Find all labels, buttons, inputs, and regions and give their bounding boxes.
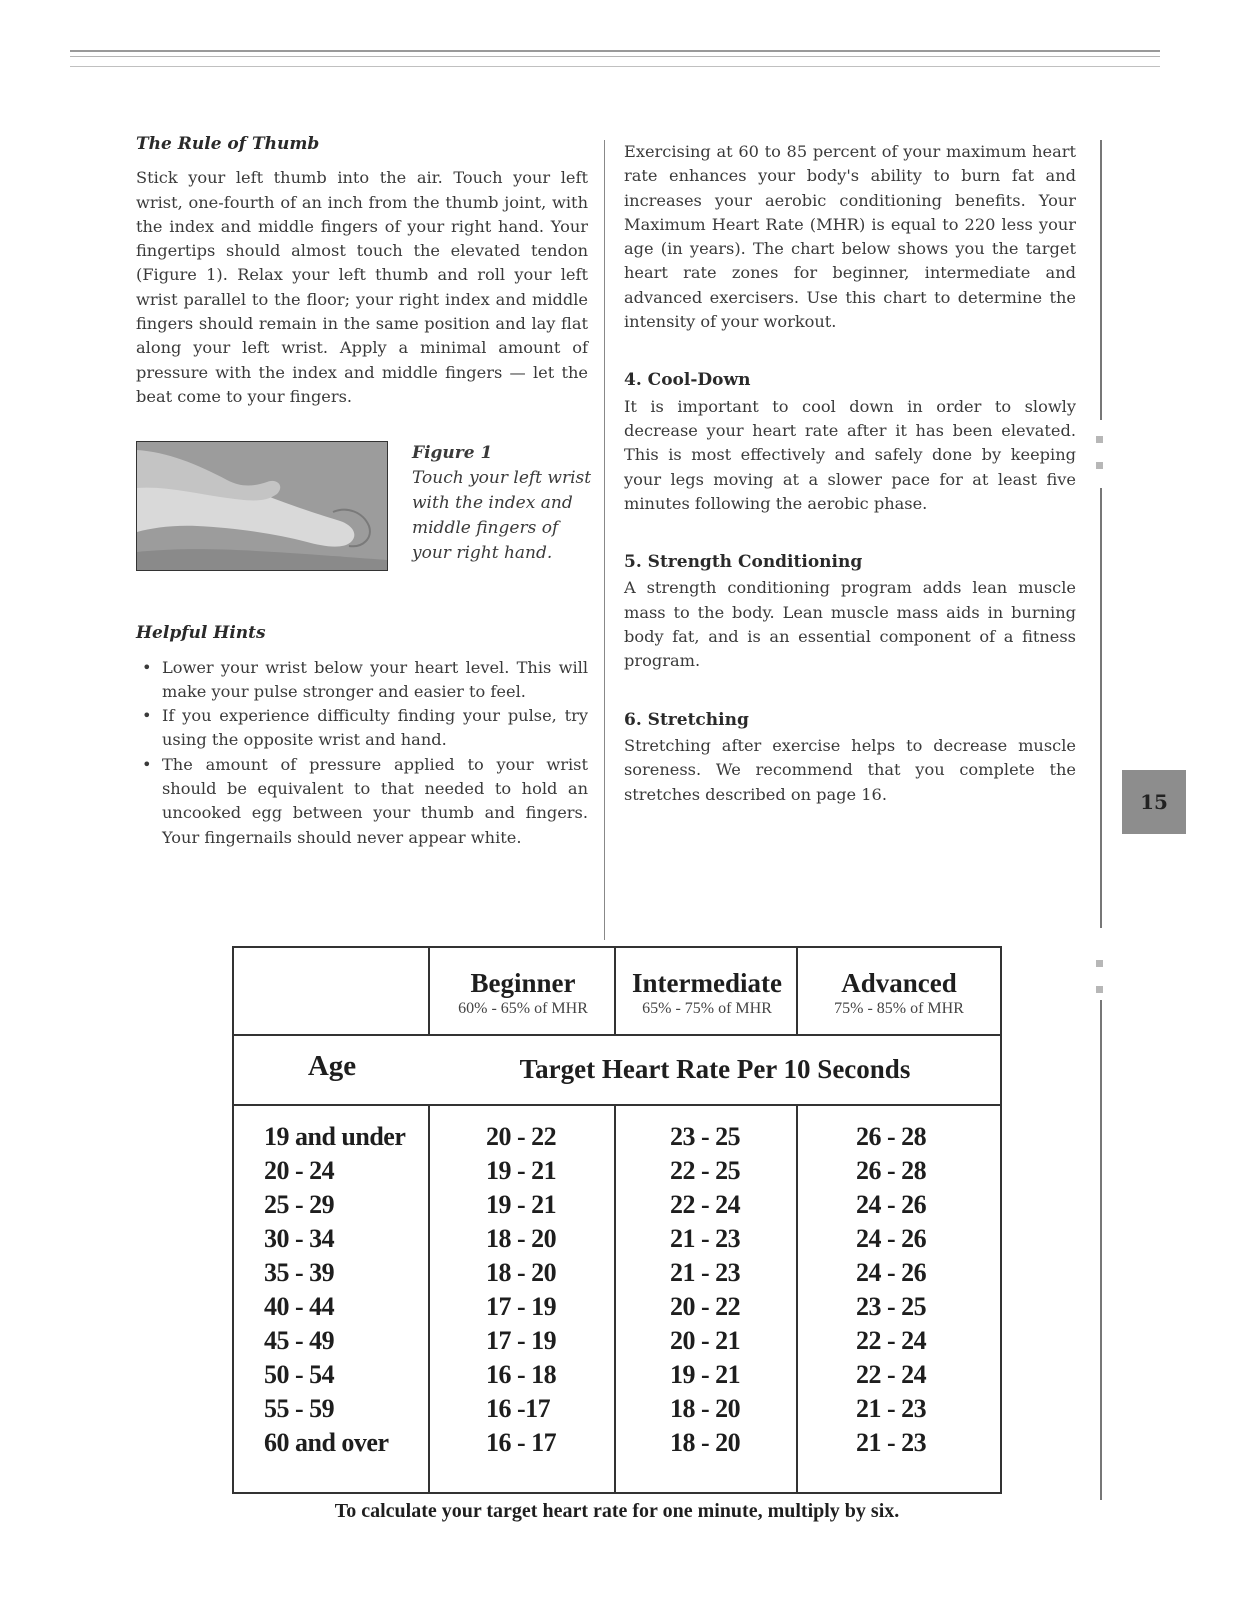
age-cell: 30 - 34 xyxy=(264,1224,335,1253)
beginner-cell: 16 - 17 xyxy=(486,1428,557,1457)
list-item xyxy=(136,704,588,753)
right-column xyxy=(624,140,1076,807)
age-cell: 50 - 54 xyxy=(264,1360,335,1389)
advanced-cell: 26 - 28 xyxy=(856,1122,927,1151)
left-column xyxy=(136,132,592,850)
level-name: Intermediate xyxy=(632,968,782,998)
rule-of-thumb-body: Stick your left thumb into the air. Touch your left wrist, one-fourth of an inch from the thumb joint, with the index and middle fingers of your right hand. Your fingertips should almost touch the elevated tendon (Figure 1). Relax your left thumb and roll your left wrist parallel to the floor; your right index and middle fingers should remain in the same position and lay flat along your left wrist. Apply a minimal amount of pressure with the index and middle fingers — let the beat come to your fingers. xyxy=(136,168,588,406)
beginner-cell: 19 - 21 xyxy=(486,1190,557,1219)
advanced-cell: 22 - 24 xyxy=(856,1360,927,1389)
column-divider xyxy=(604,140,605,940)
age-cell: 19 and under xyxy=(264,1122,406,1151)
advanced-cell: 24 - 26 xyxy=(856,1258,927,1287)
target-rate-header: Target Heart Rate Per 10 Seconds xyxy=(519,1054,911,1084)
table-divider xyxy=(428,948,430,1036)
figure-title: Figure 1 xyxy=(412,443,493,464)
bullet-icon: • xyxy=(142,706,152,726)
age-cell: 20 - 24 xyxy=(264,1156,335,1185)
figure-1 xyxy=(136,441,592,571)
hint-text: The amount of pressure applied to your wrist should be equivalent to that needed to hold an uncooked egg between your thumb and fingers. Your fingernails should never appear white. xyxy=(162,754,588,847)
intermediate-cell: 20 - 21 xyxy=(670,1326,741,1355)
level-name: Advanced xyxy=(841,968,957,998)
beginner-cell: 17 - 19 xyxy=(486,1292,557,1321)
level-range: 60% - 65% of MHR xyxy=(458,1000,588,1017)
target-heart-rate-table xyxy=(232,946,1002,1494)
advanced-cell: 24 - 26 xyxy=(856,1190,927,1219)
table-subheader-row xyxy=(234,1036,1000,1106)
figure-caption-text: Touch your left wrist with the index and middle fingers of your right hand. xyxy=(412,468,592,564)
header-rule xyxy=(70,56,1160,57)
table-header-row xyxy=(234,948,1000,1036)
intermediate-cell: 18 - 20 xyxy=(670,1394,741,1423)
intermediate-cell: 21 - 23 xyxy=(670,1224,741,1253)
level-advanced xyxy=(798,948,1000,1036)
age-cell: 45 - 49 xyxy=(264,1326,335,1355)
age-cell: 35 - 39 xyxy=(264,1258,335,1287)
table-footnote: To calculate your target heart rate for one minute, multiply by six. xyxy=(334,1500,900,1522)
section-title: 4. Cool-Down xyxy=(624,370,751,391)
advanced-cell: 24 - 26 xyxy=(856,1224,927,1253)
margin-rule xyxy=(1100,488,1102,928)
advanced-cell: 21 - 23 xyxy=(856,1394,927,1423)
table-divider xyxy=(428,1106,430,1492)
intermediate-cell: 22 - 24 xyxy=(670,1190,741,1219)
intermediate-column xyxy=(670,1120,740,1460)
table-divider xyxy=(796,1106,798,1492)
advanced-cell: 23 - 25 xyxy=(856,1292,927,1321)
section-title: 6. Stretching xyxy=(624,709,749,730)
level-intermediate xyxy=(616,948,798,1036)
age-cell: 55 - 59 xyxy=(264,1394,335,1423)
level-range: 75% - 85% of MHR xyxy=(834,1000,964,1017)
helpful-hints-list xyxy=(136,656,588,850)
helpful-hints-title: Helpful Hints xyxy=(136,623,266,644)
level-name: Beginner xyxy=(470,968,576,998)
beginner-cell: 20 - 22 xyxy=(486,1122,557,1151)
age-cell: 60 and over xyxy=(264,1428,389,1457)
beginner-cell: 19 - 21 xyxy=(486,1156,557,1185)
list-item xyxy=(136,656,588,705)
age-cell: 25 - 29 xyxy=(264,1190,335,1219)
level-range: 65% - 75% of MHR xyxy=(642,1000,772,1017)
beginner-cell: 16 - 18 xyxy=(486,1360,557,1389)
beginner-cell: 18 - 20 xyxy=(486,1224,557,1253)
section-body: A strength conditioning program adds lean muscle mass to the body. Lean muscle mass aids in burning body fat, and is an essential component of a fitness program. xyxy=(624,578,1076,671)
margin-marker xyxy=(1096,462,1103,469)
intermediate-cell: 19 - 21 xyxy=(670,1360,741,1389)
margin-marker xyxy=(1096,960,1103,967)
section-title: 5. Strength Conditioning xyxy=(624,552,863,573)
advanced-cell: 26 - 28 xyxy=(856,1156,927,1185)
bullet-icon: • xyxy=(142,754,152,774)
margin-rule xyxy=(1100,140,1102,420)
age-cell: 40 - 44 xyxy=(264,1292,335,1321)
beginner-cell: 17 - 19 xyxy=(486,1326,557,1355)
intermediate-cell: 23 - 25 xyxy=(670,1122,741,1151)
hint-text: If you experience difficulty finding your pulse, try using the opposite wrist and hand. xyxy=(162,706,588,750)
table-divider xyxy=(614,1106,616,1492)
section-body: Stretching after exercise helps to decrease muscle soreness. We recommend that you complete the stretches described on page 16. xyxy=(624,735,1076,804)
level-beginner xyxy=(430,948,616,1036)
intermediate-cell: 20 - 22 xyxy=(670,1292,741,1321)
header-rule xyxy=(70,50,1160,52)
figure-caption xyxy=(412,441,592,566)
beginner-column xyxy=(486,1120,556,1460)
intermediate-cell: 18 - 20 xyxy=(670,1428,741,1457)
age-header: Age xyxy=(307,1050,357,1082)
hint-text: Lower your wrist below your heart level. This will make your pulse stronger and easier to feel. xyxy=(162,657,588,701)
table-divider xyxy=(614,948,616,1036)
bullet-icon: • xyxy=(142,657,152,677)
table-divider xyxy=(796,948,798,1036)
intermediate-cell: 21 - 23 xyxy=(670,1258,741,1287)
age-column xyxy=(264,1120,405,1460)
margin-rule xyxy=(1100,1000,1102,1500)
page-number-tab: 15 xyxy=(1122,770,1186,834)
advanced-cell: 21 - 23 xyxy=(856,1428,927,1457)
list-item xyxy=(136,753,588,850)
intermediate-cell: 22 - 25 xyxy=(670,1156,741,1185)
wrist-pulse-photo xyxy=(136,441,388,571)
intro-paragraph: Exercising at 60 to 85 percent of your maximum heart rate enhances your body's ability to burn fat and increases your aerobic conditioning benefits. Your Maximum Heart Rate (MHR) is equal to 220 less your age (in years). The chart below shows you the target heart rate zones for beginner, intermediate and advanced exercisers. Use this chart to determine the intensity of your workout. xyxy=(624,142,1076,332)
header-rule xyxy=(70,66,1160,67)
beginner-cell: 18 - 20 xyxy=(486,1258,557,1287)
beginner-cell: 16 -17 xyxy=(486,1394,551,1423)
advanced-cell: 22 - 24 xyxy=(856,1326,927,1355)
advanced-column xyxy=(856,1120,926,1460)
margin-marker xyxy=(1096,986,1103,993)
rule-of-thumb-title: The Rule of Thumb xyxy=(136,134,320,154)
section-body: It is important to cool down in order to slowly decrease your heart rate after it has been elevated. This is most effectively and safely done by keeping your legs moving at a slower pace for at least five minutes following the aerobic phase. xyxy=(624,396,1076,513)
margin-marker xyxy=(1096,436,1103,443)
